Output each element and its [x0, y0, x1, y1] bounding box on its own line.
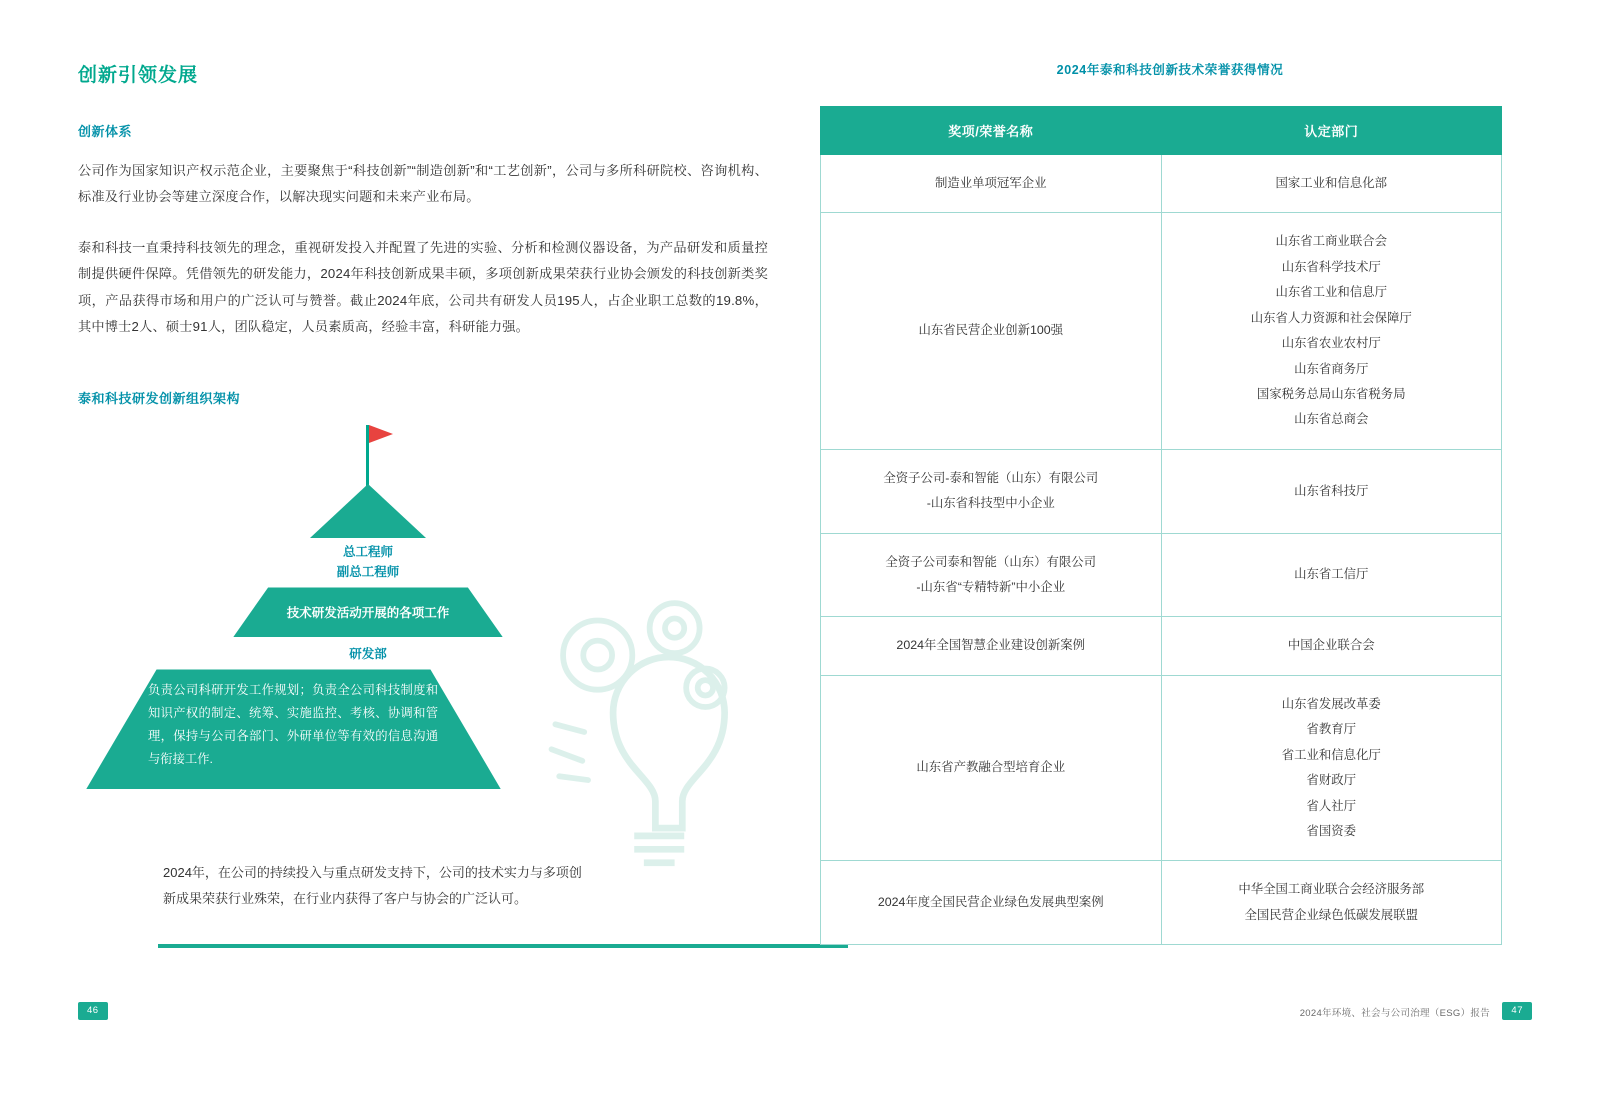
cell-award-name: 2024年度全国民营企业绿色发展典型案例: [821, 861, 1162, 945]
flag-icon: [369, 425, 393, 443]
cell-authority: 山东省工信厅: [1161, 533, 1502, 617]
pyramid-tier-2-label: 技术研发活动开展的各项工作: [286, 606, 450, 621]
pyramid-diagram: [78, 417, 768, 817]
table-row: [821, 533, 1502, 617]
cell-authority: 国家工业和信息化部: [1161, 155, 1502, 213]
cell-authority: 山东省发展改革委 省教育厅 省工业和信息化厅 省财政厅 省人社厅 省国资委: [1161, 675, 1502, 861]
cell-authority: 山东省科技厅: [1161, 449, 1502, 533]
paragraph-1: 公司作为国家知识产权示范企业，主要聚焦于“科技创新”“制造创新”和“工艺创新”，公司与多所科研院校、咨询机构、标准及行业协会等建立深度合作，以解决现实问题和未来产业布局。: [78, 163, 768, 205]
table-row: [821, 675, 1502, 861]
table-row: [821, 617, 1502, 675]
cell-authority: 山东省工商业联合会 山东省科学技术厅 山东省工业和信息厅 山东省人力资源和社会保障厅 山东省农业农村厅 山东省商务厅 国家税务总局山东省税务局 山东省总商会: [1161, 213, 1502, 449]
table-row: [821, 861, 1502, 945]
page-number-right: 47: [1502, 1002, 1532, 1020]
cell-award-name: 2024年全国智慧企业建设创新案例: [821, 617, 1162, 675]
footer-report-name: 2024年环境、社会与公司治理（ESG）报告: [1299, 1008, 1490, 1019]
page-title: 创新引领发展: [78, 65, 199, 86]
pyramid-tier-1-label: [228, 543, 508, 582]
closing-paragraph: 2024年，在公司的持续投入与重点研发支持下，公司的技术实力与多项创新成果荣获行业殊荣，在行业内获得了客户与协会的广泛认可。: [163, 865, 582, 906]
cell-award-name: 山东省产教融合型培育企业: [821, 675, 1162, 861]
paragraph-2: 泰和科技一直秉持科技领先的理念，重视研发投入并配置了先进的实验、分析和检测仪器设备，为产品研发和质量控制提供硬件保障。凭借领先的研发能力，2024年科技创新成果丰硕，多项创新成果荣获行业协会颁发的科技创新类奖项，产品获得市场和用户的广泛认可与赞誉。截止2024年底，公司共有研发人员195人，占企业职工总数的19.8%，其中博士2人、硕士91人，团队稳定，人员素质高，经验丰富，科研能力强。: [78, 239, 768, 335]
subsection-title-org-structure: 泰和科技研发创新组织架构: [78, 391, 241, 407]
section-divider: [158, 944, 848, 948]
pyramid-tier-1-label-line1: 总工程师: [342, 545, 393, 560]
pyramid-tier-3-label: 研发部: [349, 647, 387, 662]
table-header-authority: 认定部门: [1161, 107, 1502, 155]
subsection-title-innovation-system: 创新体系: [78, 124, 133, 139]
page-number-left: 46: [78, 1002, 108, 1020]
table-header-row: [821, 107, 1502, 155]
left-page-content: [78, 60, 768, 906]
pyramid-tier-1-label-line2: 副总工程师: [336, 564, 400, 579]
table-row: [821, 213, 1502, 449]
awards-table-body: [821, 155, 1502, 945]
table-row: [821, 155, 1502, 213]
table-header-award-name: 奖项/荣誉名称: [821, 107, 1162, 155]
cell-award-name: 全资子公司泰和智能（山东）有限公司 -山东省“专精特新”中小企业: [821, 533, 1162, 617]
cell-award-name: 山东省民营企业创新100强: [821, 213, 1162, 449]
table-row: [821, 449, 1502, 533]
pyramid-tier-4-label: 负责公司科研开发工作规划；负责全公司科技制度和知识产权的制定、统筹、实施监控、考核、协调和管理，保持与公司各部门、外研单位等有效的信息沟通与衔接工作.: [148, 683, 438, 766]
table-title: 2024年泰和科技创新技术荣誉获得情况: [1056, 63, 1284, 77]
lightbulb-gears-icon: [540, 587, 790, 877]
awards-table: [820, 106, 1502, 945]
cell-authority: 中国企业联合会: [1161, 617, 1502, 675]
cell-authority: 中华全国工商业联合会经济服务部 全国民营企业绿色低碳发展联盟: [1161, 861, 1502, 945]
right-page-content: [820, 60, 1520, 945]
cell-award-name: 全资子公司-泰和智能（山东）有限公司 -山东省科技型中小企业: [821, 449, 1162, 533]
pyramid-tier-1-shape: [310, 484, 426, 538]
cell-award-name: 制造业单项冠军企业: [821, 155, 1162, 213]
